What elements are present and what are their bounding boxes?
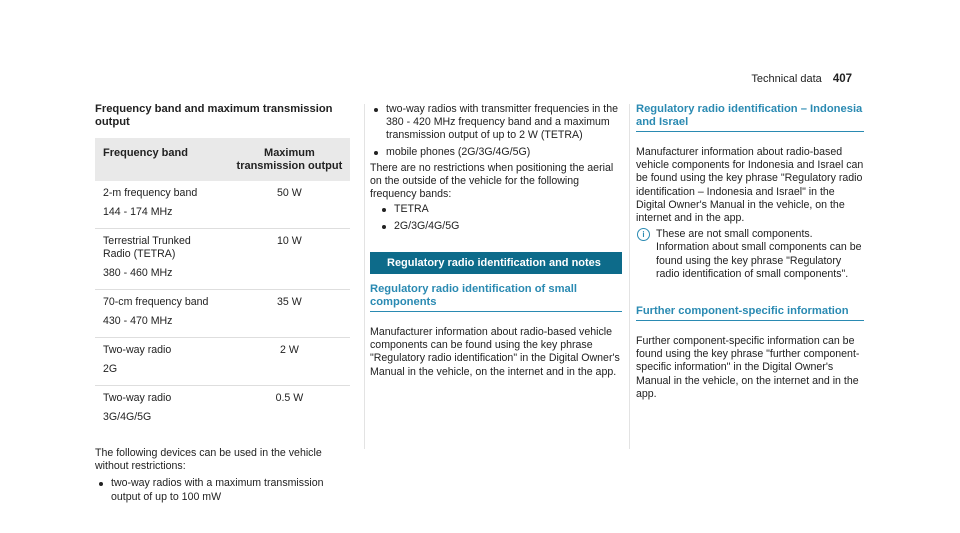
band-label: Two-way radio: [103, 344, 172, 356]
table-header-row: [95, 138, 350, 181]
list-item: TETRA: [378, 203, 622, 216]
section-title: Frequency band and maximum transmission output: [95, 103, 333, 128]
list-item: 2G/3G/4G/5G: [378, 220, 622, 233]
subsection-title: Regulatory radio identification of small components: [370, 283, 622, 312]
paragraph: The following devices can be used in the vehicle without restrictions:: [95, 447, 322, 473]
band-range: 3G/4G/5G: [103, 411, 152, 423]
header-frequency-band: Frequency band: [95, 138, 229, 181]
output-value: 0.5 W: [275, 392, 304, 404]
list-item: two-way radios with a maximum transmission output of up to 100 mW: [95, 477, 350, 503]
paragraph: There are no restrictions when positioning the aerial on the outside of the vehicle for the following frequency bands:: [370, 161, 614, 201]
table-row: [95, 386, 350, 434]
band-range: 430 - 470 MHz: [103, 315, 173, 327]
subsection-title: Further component-specific information: [636, 305, 864, 321]
output-value: 35 W: [229, 290, 350, 338]
page-number: 407: [832, 73, 852, 85]
page-header: [751, 73, 852, 86]
output-value: 50 W: [229, 181, 350, 229]
band-label: 2-m frequency band: [103, 187, 198, 199]
info-icon: i: [637, 228, 650, 241]
bullet-list: [370, 103, 622, 159]
header-section: Technical data: [751, 73, 822, 85]
note-text: These are not small components. Information about small components can be found using the key phrase "Regulatory radio identification of small components".: [656, 228, 862, 280]
output-value: 10 W: [229, 229, 350, 290]
sub-bullet-list: [370, 203, 622, 232]
band-range: 380 - 460 MHz: [103, 267, 173, 279]
frequency-table: [95, 138, 350, 433]
paragraph: Manufacturer information about radio-based vehicle components can be found using the key phrase "Regulatory radio identification" in the Digital Owner's Manual in the vehicle, on the internet and in the app.: [370, 326, 620, 378]
section-banner: Regulatory radio identification and notes: [370, 252, 622, 274]
info-note: [636, 228, 864, 281]
band-range: 144 - 174 MHz: [103, 206, 173, 218]
table-row: [95, 181, 350, 229]
list-item: two-way radios with transmitter frequencies in the 380 - 420 MHz frequency band and a maximum transmission output of up to 2 W (TETRA): [370, 103, 622, 143]
column-divider: [364, 104, 365, 449]
paragraph: Further component-specific information can be found using the key phrase "further component-specific information" in the Digital Owner's Manual in the vehicle, on the internet and in the app.: [636, 335, 860, 400]
table-row: [95, 290, 350, 338]
table-row: [95, 338, 350, 386]
column-divider: [629, 104, 630, 449]
output-value: 2 W: [229, 338, 350, 386]
band-label: 70-cm frequency band: [103, 296, 209, 308]
list-item: mobile phones (2G/3G/4G/5G): [370, 146, 622, 159]
header-max-output: Maximum transmission output: [229, 138, 350, 181]
column-2: [370, 103, 622, 379]
paragraph: Manufacturer information about radio-based vehicle components for Indonesia and Israel can be found using the key phrase "Regulatory radio identification – Indonesia and Israel" in the Digital Owner's Manual in the vehicle, on the internet and in the app.: [636, 146, 864, 225]
band-label: Terrestrial Trunked Radio (TETRA): [103, 235, 191, 260]
bullet-list: [95, 477, 350, 503]
subsection-title: Regulatory radio identification – Indonesia and Israel: [636, 103, 864, 132]
column-3: [636, 103, 864, 401]
band-label: Two-way radio: [103, 392, 172, 404]
column-1: [95, 103, 350, 504]
table-row: [95, 229, 350, 290]
band-range: 2G: [103, 363, 118, 375]
